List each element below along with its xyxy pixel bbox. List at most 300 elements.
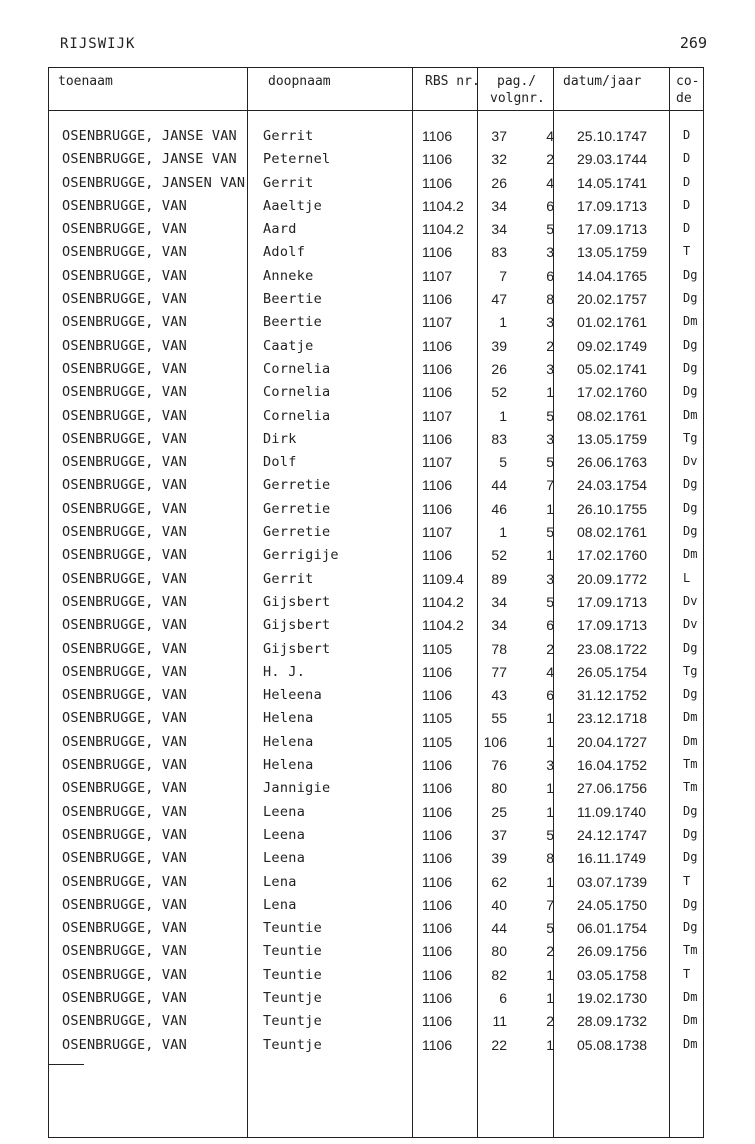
sequence-cell: 5 — [546, 454, 554, 471]
given-name-cell: Beertie — [263, 314, 322, 331]
col-header-code-line2: de — [676, 91, 692, 106]
page-cell: 34 — [491, 617, 507, 634]
code-cell: Dg — [683, 337, 698, 352]
page-cell: 1 — [499, 524, 507, 541]
given-name-cell: Helena — [263, 710, 314, 727]
given-name-cell: Dirk — [263, 430, 297, 447]
date-cell: 23.08.1722 — [577, 640, 648, 657]
page-cell: 52 — [491, 384, 507, 401]
surname-cell: OSENBRUGGE, VAN — [62, 291, 187, 308]
page-cell: 11 — [492, 1013, 507, 1030]
page-place: RIJSWIJK — [60, 36, 136, 52]
given-name-cell: Teuntje — [263, 989, 322, 1006]
code-cell: T — [683, 873, 691, 888]
rbs-cell: 1107 — [422, 524, 453, 541]
sequence-cell: 1 — [546, 966, 554, 983]
surname-cell: OSENBRUGGE, VAN — [62, 733, 187, 750]
sequence-cell: 1 — [546, 500, 554, 517]
table-row — [0, 217, 755, 240]
code-cell: Tg — [683, 663, 698, 678]
sequence-cell: 5 — [546, 593, 554, 610]
code-cell: Dv — [683, 593, 698, 608]
surname-cell: OSENBRUGGE, VAN — [62, 617, 187, 634]
date-cell: 20.02.1757 — [577, 291, 648, 308]
code-cell: Dg — [683, 524, 698, 539]
page-cell: 55 — [491, 710, 507, 727]
surname-cell: OSENBRUGGE, VAN — [62, 920, 187, 937]
code-cell: D — [683, 128, 691, 142]
col-header-datum: datum/jaar — [563, 74, 642, 89]
code-cell: Dg — [683, 384, 698, 399]
sequence-cell: 6 — [546, 197, 554, 214]
page-cell: 83 — [491, 244, 507, 261]
rbs-cell: 1106 — [422, 547, 453, 564]
code-cell: L — [683, 570, 691, 585]
code-cell: Dg — [683, 477, 698, 492]
surname-cell: OSENBRUGGE, VAN — [62, 454, 187, 471]
table-row — [0, 404, 755, 427]
date-cell: 13.05.1759 — [577, 430, 648, 447]
table-row — [0, 264, 755, 287]
table-row — [0, 870, 755, 893]
sequence-cell: 3 — [546, 757, 554, 774]
table-row — [0, 823, 755, 846]
page-cell: 1 — [499, 407, 507, 424]
date-cell: 14.04.1765 — [577, 267, 648, 284]
sequence-cell: 2 — [546, 640, 554, 657]
date-cell: 26.10.1755 — [577, 500, 648, 517]
table-row — [0, 380, 755, 403]
table-row — [0, 124, 755, 147]
date-cell: 17.09.1713 — [577, 617, 648, 634]
rbs-cell: 1105 — [422, 733, 453, 750]
given-name-cell: Teuntie — [263, 943, 322, 960]
surname-cell: OSENBRUGGE, VAN — [62, 547, 187, 564]
col-header-rbs: RBS nr. — [425, 74, 480, 89]
surname-cell: OSENBRUGGE, VAN — [62, 943, 187, 960]
code-cell: Tm — [683, 780, 698, 795]
table-row — [0, 963, 755, 986]
page-cell: 39 — [491, 337, 507, 354]
table-row — [0, 147, 755, 170]
rbs-cell: 1106 — [422, 1036, 453, 1053]
surname-cell: OSENBRUGGE, JANSE VAN — [62, 128, 237, 144]
surname-cell: OSENBRUGGE, VAN — [62, 267, 187, 284]
date-cell: 24.05.1750 — [577, 896, 648, 913]
page-cell: 26 — [491, 360, 507, 377]
date-cell: 28.09.1732 — [577, 1013, 648, 1030]
surname-cell: OSENBRUGGE, VAN — [62, 407, 187, 424]
sequence-cell: 8 — [546, 850, 554, 867]
header-rule — [48, 110, 704, 111]
page-cell: 32 — [491, 151, 507, 168]
sequence-cell: 2 — [546, 337, 554, 354]
code-cell: Dm — [683, 547, 698, 562]
table-row — [0, 497, 755, 520]
sequence-cell: 6 — [546, 267, 554, 284]
code-cell: Dg — [683, 500, 698, 515]
rbs-cell: 1104.2 — [422, 593, 464, 610]
sequence-cell: 1 — [546, 547, 554, 564]
date-cell: 23.12.1718 — [577, 710, 648, 727]
rbs-cell: 1106 — [422, 337, 453, 354]
rbs-cell: 1107 — [422, 407, 453, 424]
code-cell: Dg — [683, 920, 698, 935]
rbs-cell: 1107 — [422, 454, 453, 471]
col-header-code-line1: co- — [676, 74, 700, 89]
date-cell: 06.01.1754 — [577, 920, 648, 937]
page-cell: 83 — [491, 430, 507, 447]
sequence-cell: 6 — [546, 687, 554, 704]
given-name-cell: Cornelia — [263, 360, 331, 377]
sequence-cell: 4 — [546, 174, 554, 191]
sequence-cell: 1 — [546, 384, 554, 401]
sequence-cell: 2 — [546, 943, 554, 960]
table-row — [0, 310, 755, 333]
table-row — [0, 240, 755, 263]
sequence-cell: 7 — [546, 896, 554, 913]
code-cell: Tm — [683, 757, 698, 772]
given-name-cell: Dolf — [263, 454, 297, 471]
code-cell: Dm — [683, 989, 698, 1004]
sequence-cell: 3 — [546, 314, 554, 331]
rbs-cell: 1106 — [422, 500, 453, 517]
rbs-cell: 1105 — [422, 640, 453, 657]
code-cell: Dm — [683, 1036, 698, 1051]
surname-cell: OSENBRUGGE, VAN — [62, 337, 187, 354]
sequence-cell: 5 — [546, 826, 554, 843]
page-cell: 34 — [491, 197, 507, 214]
page-cell: 46 — [491, 500, 507, 517]
rbs-cell: 1104.2 — [422, 197, 464, 214]
rbs-cell: 1106 — [422, 850, 453, 867]
page-cell: 22 — [491, 1036, 507, 1053]
table-row — [0, 893, 755, 916]
given-name-cell: Anneke — [263, 267, 314, 284]
date-cell: 01.02.1761 — [577, 314, 648, 331]
sequence-cell: 1 — [546, 803, 554, 820]
rbs-cell: 1106 — [422, 128, 453, 144]
date-cell: 17.02.1760 — [577, 384, 648, 401]
date-cell: 19.02.1730 — [577, 989, 648, 1006]
table-row — [0, 287, 755, 310]
col-header-code — [676, 73, 699, 107]
table-row — [0, 590, 755, 613]
given-name-cell: Heleena — [263, 687, 322, 704]
given-name-cell: Gerrit — [263, 570, 314, 587]
given-name-cell: Leena — [263, 803, 306, 820]
given-name-cell: Teuntje — [263, 1036, 322, 1053]
sequence-cell: 3 — [546, 570, 554, 587]
given-name-cell: Cornelia — [263, 407, 331, 424]
date-cell: 25.10.1747 — [577, 128, 648, 144]
given-name-cell: Leena — [263, 850, 306, 867]
rbs-cell: 1106 — [422, 430, 453, 447]
table-row — [0, 706, 755, 729]
sequence-cell: 5 — [546, 407, 554, 424]
rbs-cell: 1106 — [422, 151, 453, 168]
table-row — [0, 567, 755, 590]
surname-cell: OSENBRUGGE, VAN — [62, 710, 187, 727]
date-cell: 26.06.1763 — [577, 454, 648, 471]
code-cell: Dm — [683, 1013, 698, 1028]
table-row — [0, 846, 755, 869]
code-cell: Dg — [683, 850, 698, 865]
code-cell: Tg — [683, 430, 698, 445]
rbs-cell: 1106 — [422, 1013, 453, 1030]
surname-cell: OSENBRUGGE, VAN — [62, 221, 187, 238]
given-name-cell: Gerrit — [263, 128, 314, 144]
given-name-cell: Beertie — [263, 291, 322, 308]
surname-cell: OSENBRUGGE, VAN — [62, 803, 187, 820]
code-cell: Dg — [683, 291, 698, 306]
rbs-cell: 1106 — [422, 780, 453, 797]
sequence-cell: 1 — [546, 873, 554, 890]
given-name-cell: Leena — [263, 826, 306, 843]
sequence-cell: 1 — [546, 710, 554, 727]
sequence-cell: 1 — [546, 1036, 554, 1053]
surname-cell: OSENBRUGGE, VAN — [62, 896, 187, 913]
rbs-cell: 1106 — [422, 687, 453, 704]
given-name-cell: Adolf — [263, 244, 306, 261]
date-cell: 05.08.1738 — [577, 1036, 648, 1053]
rbs-cell: 1106 — [422, 757, 453, 774]
col-header-pag — [490, 73, 545, 107]
date-cell: 29.03.1744 — [577, 151, 648, 168]
date-cell: 05.02.1741 — [577, 360, 648, 377]
rbs-cell: 1105 — [422, 710, 453, 727]
code-cell: Dg — [683, 360, 698, 375]
rbs-cell: 1106 — [422, 989, 453, 1006]
date-cell: 17.09.1713 — [577, 197, 648, 214]
date-cell: 16.04.1752 — [577, 757, 648, 774]
rbs-cell: 1107 — [422, 267, 453, 284]
page-cell: 37 — [491, 128, 507, 144]
rbs-cell: 1109.4 — [422, 570, 464, 587]
record-list — [0, 124, 755, 1056]
table-row — [0, 473, 755, 496]
surname-cell: OSENBRUGGE, JANSE VAN — [62, 151, 237, 168]
page-cell: 89 — [491, 570, 507, 587]
code-cell: Dm — [683, 407, 698, 422]
page-cell: 76 — [491, 757, 507, 774]
date-cell: 11.09.1740 — [577, 803, 647, 820]
page-cell: 34 — [491, 221, 507, 238]
date-cell: 24.12.1747 — [577, 826, 648, 843]
page-cell: 77 — [491, 663, 507, 680]
surname-cell: OSENBRUGGE, VAN — [62, 244, 187, 261]
sequence-cell: 5 — [546, 524, 554, 541]
sequence-cell: 6 — [546, 617, 554, 634]
sequence-cell: 2 — [546, 151, 554, 168]
rbs-cell: 1106 — [422, 826, 453, 843]
code-cell: Dg — [683, 640, 698, 655]
col-header-pag-line1: pag./ — [497, 74, 537, 89]
page-cell: 7 — [499, 267, 507, 284]
surname-cell: OSENBRUGGE, VAN — [62, 477, 187, 494]
code-cell: D — [683, 221, 691, 236]
page-cell: 39 — [491, 850, 507, 867]
code-cell: D — [683, 151, 691, 166]
table-row — [0, 916, 755, 939]
rbs-cell: 1106 — [422, 360, 453, 377]
given-name-cell: Caatje — [263, 337, 314, 354]
end-mark — [48, 1064, 84, 1065]
page-cell: 62 — [491, 873, 507, 890]
page-cell: 25 — [491, 803, 507, 820]
surname-cell: OSENBRUGGE, VAN — [62, 360, 187, 377]
rbs-cell: 1106 — [422, 920, 453, 937]
given-name-cell: Teuntje — [263, 1013, 322, 1030]
code-cell: Dm — [683, 733, 698, 748]
date-cell: 20.09.1772 — [577, 570, 648, 587]
date-cell: 09.02.1749 — [577, 337, 648, 354]
given-name-cell: Gerretie — [263, 477, 331, 494]
code-cell: Dg — [683, 687, 698, 702]
sequence-cell: 4 — [546, 663, 554, 680]
table-row — [0, 637, 755, 660]
surname-cell: OSENBRUGGE, VAN — [62, 593, 187, 610]
date-cell: 17.09.1713 — [577, 593, 648, 610]
rbs-cell: 1106 — [422, 244, 453, 261]
page-cell: 44 — [491, 477, 507, 494]
table-row — [0, 520, 755, 543]
rbs-cell: 1106 — [422, 873, 453, 890]
page-cell: 5 — [499, 454, 507, 471]
page-cell: 6 — [499, 989, 507, 1006]
date-cell: 03.05.1758 — [577, 966, 648, 983]
surname-cell: OSENBRUGGE, VAN — [62, 989, 187, 1006]
page-cell: 34 — [491, 593, 507, 610]
code-cell: Dv — [683, 617, 698, 632]
table-row — [0, 730, 755, 753]
surname-cell: OSENBRUGGE, VAN — [62, 826, 187, 843]
code-cell: Dg — [683, 267, 698, 282]
table-row — [0, 660, 755, 683]
given-name-cell: Teuntie — [263, 920, 322, 937]
date-cell: 13.05.1759 — [577, 244, 648, 261]
sequence-cell: 1 — [546, 780, 554, 797]
surname-cell: OSENBRUGGE, VAN — [62, 197, 187, 214]
date-cell: 24.03.1754 — [577, 477, 648, 494]
page-cell: 80 — [491, 943, 507, 960]
given-name-cell: Teuntie — [263, 966, 322, 983]
table-row — [0, 194, 755, 217]
date-cell: 26.09.1756 — [577, 943, 648, 960]
rbs-cell: 1104.2 — [422, 617, 464, 634]
surname-cell: OSENBRUGGE, VAN — [62, 640, 187, 657]
code-cell: Tm — [683, 943, 698, 958]
sequence-cell: 8 — [546, 291, 554, 308]
code-cell: D — [683, 197, 691, 212]
page-cell: 26 — [491, 174, 507, 191]
surname-cell: OSENBRUGGE, VAN — [62, 757, 187, 774]
rbs-cell: 1107 — [422, 314, 453, 331]
sequence-cell: 3 — [546, 430, 554, 447]
given-name-cell: Helena — [263, 733, 314, 750]
surname-cell: OSENBRUGGE, VAN — [62, 687, 187, 704]
rbs-cell: 1106 — [422, 966, 453, 983]
sequence-cell: 5 — [546, 221, 554, 238]
code-cell: D — [683, 174, 691, 189]
surname-cell: OSENBRUGGE, VAN — [62, 1013, 187, 1030]
sequence-cell: 3 — [546, 360, 554, 377]
sequence-cell: 1 — [546, 989, 554, 1006]
table-row — [0, 1009, 755, 1032]
sequence-cell: 5 — [546, 920, 554, 937]
page-cell: 43 — [491, 687, 507, 704]
surname-cell: OSENBRUGGE, VAN — [62, 500, 187, 517]
date-cell: 20.04.1727 — [577, 733, 648, 750]
table-row — [0, 939, 755, 962]
rbs-cell: 1104.2 — [422, 221, 464, 238]
given-name-cell: Jannigie — [263, 780, 331, 797]
code-cell: Dm — [683, 314, 698, 329]
table-row — [0, 543, 755, 566]
code-cell: T — [683, 244, 691, 259]
surname-cell: OSENBRUGGE, VAN — [62, 663, 187, 680]
given-name-cell: Lena — [263, 873, 297, 890]
surname-cell: OSENBRUGGE, VAN — [62, 384, 187, 401]
rbs-cell: 1106 — [422, 477, 453, 494]
rbs-cell: 1106 — [422, 663, 453, 680]
given-name-cell: Aaeltje — [263, 197, 322, 214]
date-cell: 08.02.1761 — [577, 407, 648, 424]
surname-cell: OSENBRUGGE, VAN — [62, 873, 187, 890]
surname-cell: OSENBRUGGE, VAN — [62, 1036, 187, 1053]
sequence-cell: 7 — [546, 477, 554, 494]
code-cell: Dm — [683, 710, 698, 725]
date-cell: 31.12.1752 — [577, 687, 648, 704]
given-name-cell: Gijsbert — [263, 640, 331, 657]
table-row — [0, 450, 755, 473]
table-row — [0, 683, 755, 706]
page-cell: 47 — [491, 291, 507, 308]
rbs-cell: 1106 — [422, 174, 453, 191]
surname-cell: OSENBRUGGE, VAN — [62, 430, 187, 447]
rbs-cell: 1106 — [422, 943, 453, 960]
surname-cell: OSENBRUGGE, JANSEN VAN — [62, 174, 246, 191]
col-header-pag-line2: volgnr. — [490, 91, 545, 106]
given-name-cell: Lena — [263, 896, 297, 913]
date-cell: 08.02.1761 — [577, 524, 648, 541]
page-cell: 106 — [483, 733, 507, 750]
given-name-cell: Gerretie — [263, 500, 331, 517]
code-cell: Dv — [683, 454, 698, 469]
code-cell: Dg — [683, 826, 698, 841]
page-cell: 37 — [491, 826, 507, 843]
surname-cell: OSENBRUGGE, VAN — [62, 524, 187, 541]
date-cell: 03.07.1739 — [577, 873, 648, 890]
date-cell: 14.05.1741 — [577, 174, 648, 191]
given-name-cell: Aard — [263, 221, 297, 238]
given-name-cell: Gerrit — [263, 174, 314, 191]
page-cell: 52 — [491, 547, 507, 564]
table-row — [0, 357, 755, 380]
table-row — [0, 986, 755, 1009]
code-cell: Dg — [683, 896, 698, 911]
surname-cell: OSENBRUGGE, VAN — [62, 570, 187, 587]
table-row — [0, 776, 755, 799]
page-cell: 82 — [491, 966, 507, 983]
page-cell: 40 — [491, 896, 507, 913]
code-cell: Dg — [683, 803, 698, 818]
given-name-cell: Cornelia — [263, 384, 331, 401]
given-name-cell: Gerretie — [263, 524, 331, 541]
col-header-toenaam: toenaam — [58, 74, 113, 89]
surname-cell: OSENBRUGGE, VAN — [62, 966, 187, 983]
given-name-cell: Gerrigije — [263, 547, 339, 564]
